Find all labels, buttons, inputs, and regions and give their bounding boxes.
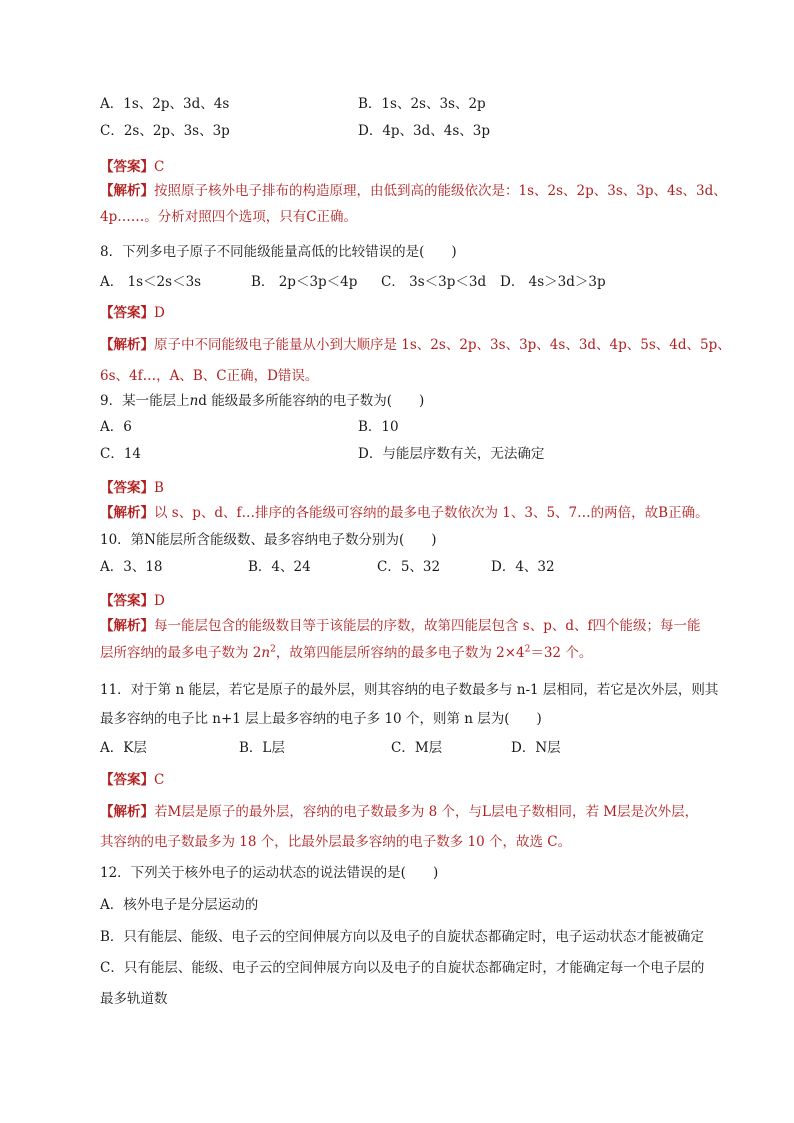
q7-analysis-line-1 <box>100 181 727 201</box>
answer-tag: 【答案】 <box>100 593 154 609</box>
q12-option-c-line-2: 最多轨道数 <box>100 991 168 1007</box>
q9-analysis-line-1 <box>100 503 709 523</box>
q11-analysis-line-1 <box>100 802 698 822</box>
q7-option-b: B．1s、2s、3s、2p <box>358 96 486 112</box>
q11-stem-line-2: 最多容纳的电子比 n+1 层上最多容纳的电子多 10 个，则第 n 层为( ) <box>100 711 542 727</box>
answer-tag: 【答案】 <box>100 772 154 788</box>
q7-option-a: A．1s、2p、3d、4s <box>100 96 230 112</box>
q9-option-c: C．14 <box>100 446 142 462</box>
q8-stem: 8．下列多电子原子不同能级能量高低的比较错误的是( ) <box>100 244 457 260</box>
answer-value: B <box>154 480 164 496</box>
analysis-text: ，故第四能层所容纳的最多电子数为 2×4 <box>275 645 525 661</box>
q9-answer <box>100 478 164 498</box>
q9-stem-suffix: d 能级最多所能容纳的电子数为( ) <box>198 393 425 409</box>
analysis-text: 以 s、p、d、f…排序的各能级可容纳的最多电子数依次为 1、3、5、7…的两倍，故B正确。 <box>154 505 709 521</box>
analysis-tag: 【解析】 <box>100 337 154 353</box>
answer-value: C <box>154 772 165 788</box>
q9-stem <box>100 391 424 411</box>
analysis-variable: n <box>261 645 271 661</box>
superscript: 2 <box>270 644 276 655</box>
answer-value: D <box>154 593 165 609</box>
q8-answer <box>100 303 165 323</box>
q10-analysis-line-2 <box>100 643 592 663</box>
q10-option-d: D．4、32 <box>491 559 555 575</box>
q11-option-d: D．N层 <box>511 740 561 756</box>
q8-option-d: D． 4s＞3d＞3p <box>500 274 606 290</box>
q8-option-a: A． 1s＜2s＜3s <box>100 274 202 290</box>
q7-answer <box>100 157 164 177</box>
q10-analysis-line-1 <box>100 616 701 636</box>
q9-stem-variable: n <box>189 393 199 409</box>
q11-stem-line-1: 11．对于第 n 能层，若它是原子的最外层，则其容纳的电子数最多与 n-1 层相同，若它是次外层，则其 <box>100 682 719 698</box>
q8-analysis-line-1 <box>100 335 731 355</box>
analysis-tag: 【解析】 <box>100 804 154 820</box>
answer-tag: 【答案】 <box>100 305 154 321</box>
q10-option-a: A．3、18 <box>100 559 163 575</box>
q11-option-c: C．M层 <box>391 740 443 756</box>
answer-value: C <box>154 159 165 175</box>
answer-tag: 【答案】 <box>100 480 154 496</box>
q7-analysis-line-2: 4p……。分析对照四个选项，只有C正确。 <box>100 209 358 225</box>
q9-option-b: B．10 <box>358 419 399 435</box>
q12-option-a: A．核外电子是分层运动的 <box>100 897 259 913</box>
q9-option-d: D．与能层序数有关，无法确定 <box>358 446 545 462</box>
analysis-text: 若M层是原子的最外层，容纳的电子数最多为 8 个，与L层电子数相同，若 M层是次外层， <box>154 804 699 820</box>
q10-option-b: B．4、24 <box>248 559 311 575</box>
q12-option-b: B．只有能层、能级、电子云的空间伸展方向以及电子的自旋状态都确定时，电子运动状态才能被确定 <box>100 929 704 945</box>
analysis-text: ＝32 个。 <box>530 645 593 661</box>
q11-analysis-line-2: 其容纳的电子数最多为 18 个，比最外层最多容纳的电子数多 10 个，故选 C。 <box>100 834 572 850</box>
q10-answer <box>100 591 165 611</box>
q9-option-a: A．6 <box>100 419 132 435</box>
superscript: 2 <box>524 644 531 655</box>
q12-stem: 12．下列关于核外电子的运动状态的说法错误的是( ) <box>100 865 439 881</box>
analysis-text: 层所容纳的最多电子数为 2 <box>100 645 262 661</box>
analysis-tag: 【解析】 <box>100 618 154 634</box>
q11-option-b: B．L层 <box>239 740 285 756</box>
q12-option-c-line-1: C．只有能层、能级、电子云的空间伸展方向以及电子的自旋状态都确定时，才能确定每一个电子层的 <box>100 960 705 976</box>
answer-tag: 【答案】 <box>100 159 154 175</box>
q11-option-a: A．K层 <box>100 740 147 756</box>
q10-stem: 10．第N能层所含能级数、最多容纳电子数分别为( ) <box>100 532 437 548</box>
q10-option-c: C．5、32 <box>377 559 441 575</box>
q7-option-d: D．4p、3d、4s、3p <box>358 123 491 139</box>
analysis-text: 按照原子核外电子排布的构造原理，由低到高的能级依次是：1s、2s、2p、3s、3p、4s、3d、 <box>154 183 727 199</box>
answer-value: D <box>154 305 165 321</box>
q7-option-c: C．2s、2p、3s、3p <box>100 123 230 139</box>
q8-analysis-line-2: 6s、4f…，A、B、C正确，D错误。 <box>100 368 319 384</box>
analysis-tag: 【解析】 <box>100 505 154 521</box>
q8-option-c: C． 3s＜3p＜3d <box>381 274 487 290</box>
q11-answer <box>100 770 164 790</box>
analysis-text: 原子中不同能级电子能量从小到大顺序是 1s、2s、2p、3s、3p、4s、3d、4p、5s、4d、5p、 <box>154 337 731 353</box>
analysis-text: 每一能层包含的能级数目等于该能层的序数，故第四能层包含 s、p、d、f四个能级；每一能 <box>154 618 701 634</box>
analysis-tag: 【解析】 <box>100 183 154 199</box>
q8-option-b: B． 2p＜3p＜4p <box>251 274 358 290</box>
q9-stem-prefix: 9．某一能层上 <box>100 393 190 409</box>
